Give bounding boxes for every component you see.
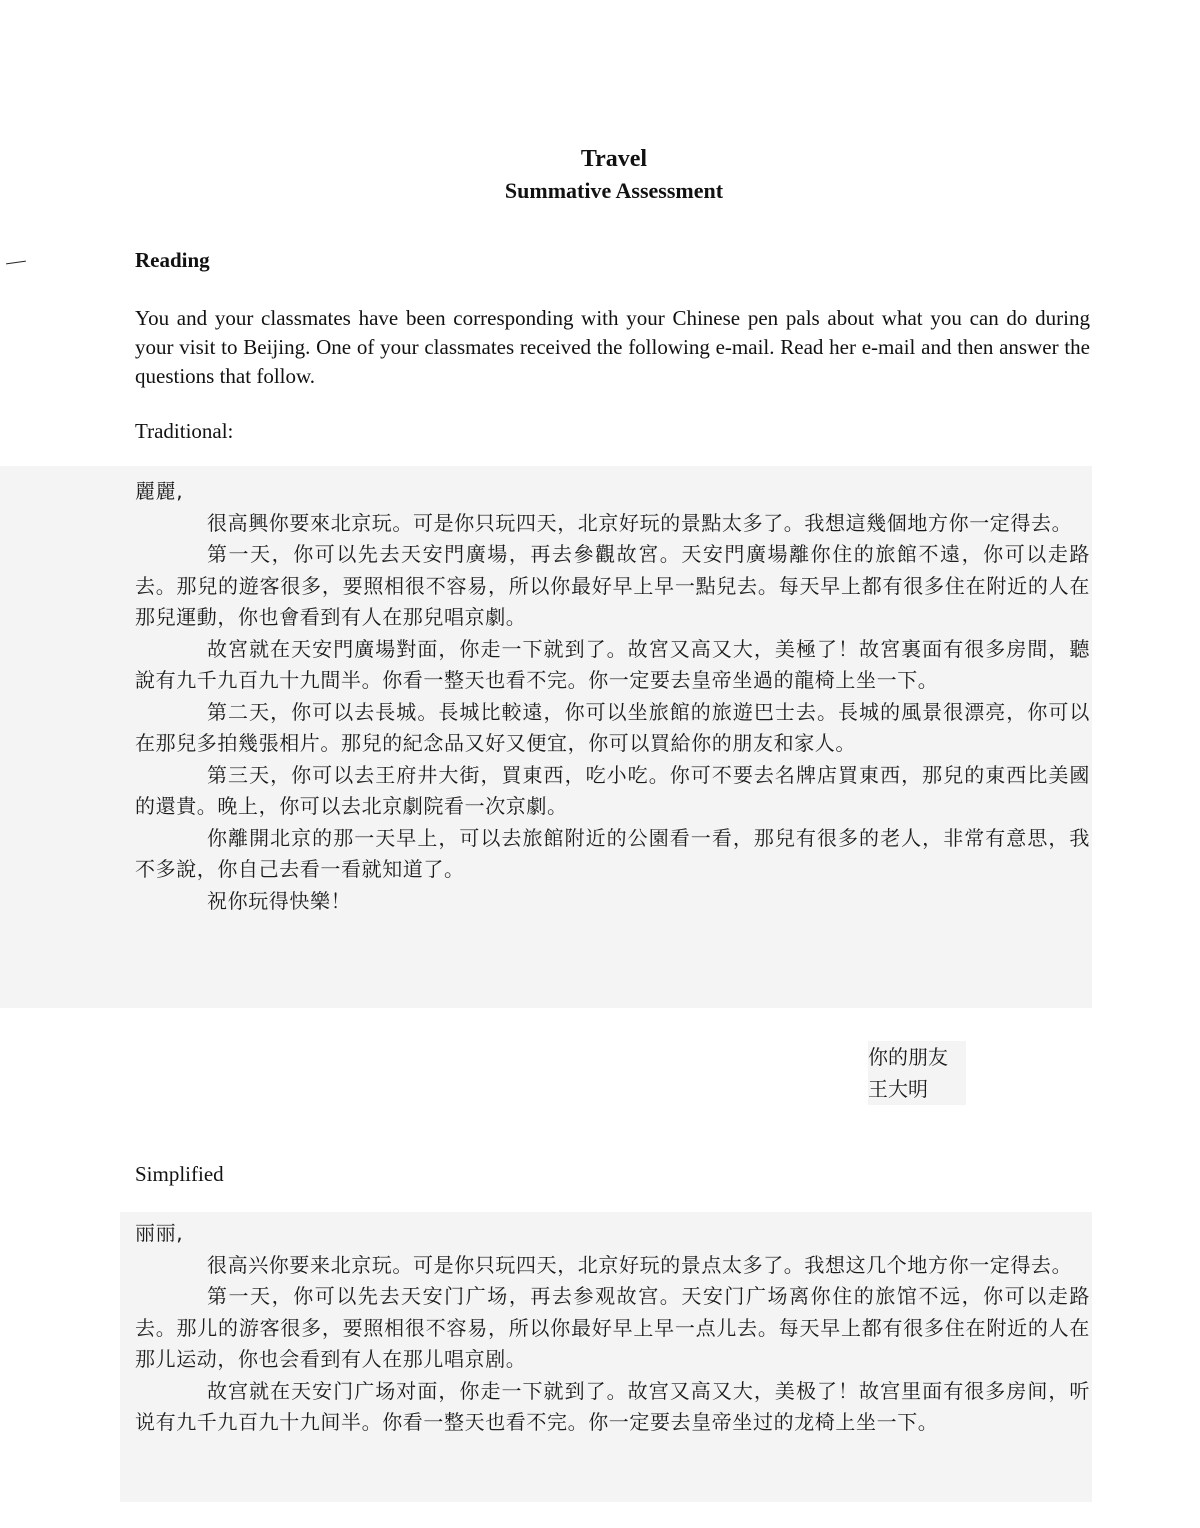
letter-paragraph: 祝你玩得快樂！ bbox=[207, 888, 352, 913]
letter-salutation: 麗麗, bbox=[135, 479, 184, 503]
letter-paragraph: 第一天，你可以先去天安門廣場，再去參觀故宮。天安門廣場離你住的旅館不遠，你可以走路去。那兒的遊客很多，要照相很不容易，所以你最好早上早一點兒去。每天早上都有很多住在附近的人在那兒運動，你也會看到有人在那兒唱京劇。 bbox=[135, 542, 1090, 629]
letter-paragraph: 第三天，你可以去王府井大街，買東西，吃小吃。你可不要去名牌店買東西，那兒的東西比美國的還貴。晚上，你可以去北京劇院看一次京劇。 bbox=[135, 762, 1090, 818]
letter-paragraph: 第一天，你可以先去天安门广场，再去参观故宫。天安门广场离你住的旅馆不远，你可以走路去。那儿的游客很多，要照相很不容易，所以你最好早上早一点儿去。每天早上都有很多住在附近的人在那儿运动，你也会看到有人在那儿唱京剧。 bbox=[135, 1284, 1090, 1371]
letter-signoff bbox=[868, 1041, 966, 1105]
letter-paragraph: 很高興你要來北京玩。可是你只玩四天，北京好玩的景點太多了。我想這幾個地方你一定得去。 bbox=[207, 510, 1073, 535]
simplified-letter bbox=[135, 1218, 1090, 1439]
document-subtitle: Summative Assessment bbox=[504, 178, 724, 203]
letter-salutation: 丽丽, bbox=[135, 1221, 184, 1245]
instructions-paragraph: You and your classmates have been corresponding with your Chinese pen pals about what you can do during your visit to Beijing. One of your classmates received the following e-mail. Read her e-mail and then answer the questions that follow. bbox=[135, 306, 1090, 388]
traditional-letter bbox=[135, 476, 1090, 917]
letter-closing: 你的朋友 bbox=[868, 1045, 948, 1069]
letter-paragraph: 你離開北京的那一天早上，可以去旅館附近的公園看一看，那兒有很多的老人，非常有意思，我不多說，你自己去看一看就知道了。 bbox=[135, 825, 1090, 881]
letter-paragraph: 很高兴你要来北京玩。可是你只玩四天，北京好玩的景点太多了。我想这几个地方你一定得去。 bbox=[207, 1252, 1073, 1277]
section-heading: Reading bbox=[135, 248, 210, 272]
letter-paragraph: 故宮就在天安門廣場對面，你走一下就到了。故宮又高又大，美極了！故宮裏面有很多房間，聽說有九千九百九十九間半。你看一整天也看不完。你一定要去皇帝坐過的龍椅上坐一下。 bbox=[135, 636, 1090, 692]
scan-mark bbox=[6, 261, 26, 265]
letter-paragraph: 故宫就在天安门广场对面，你走一下就到了。故宫又高又大，美极了！故宫里面有很多房间，听说有九千九百九十九间半。你看一整天也看不完。你一定要去皇帝坐过的龙椅上坐一下。 bbox=[135, 1378, 1090, 1434]
traditional-label: Traditional: bbox=[135, 419, 234, 443]
letter-signature: 王大明 bbox=[868, 1077, 928, 1101]
document-title: Travel bbox=[580, 146, 648, 172]
simplified-label: Simplified bbox=[135, 1162, 224, 1186]
letter-paragraph: 第二天，你可以去長城。長城比較遠，你可以坐旅館的旅遊巴士去。長城的風景很漂亮，你可以在那兒多拍幾張相片。那兒的紀念品又好又便宜，你可以買給你的朋友和家人。 bbox=[135, 699, 1090, 755]
